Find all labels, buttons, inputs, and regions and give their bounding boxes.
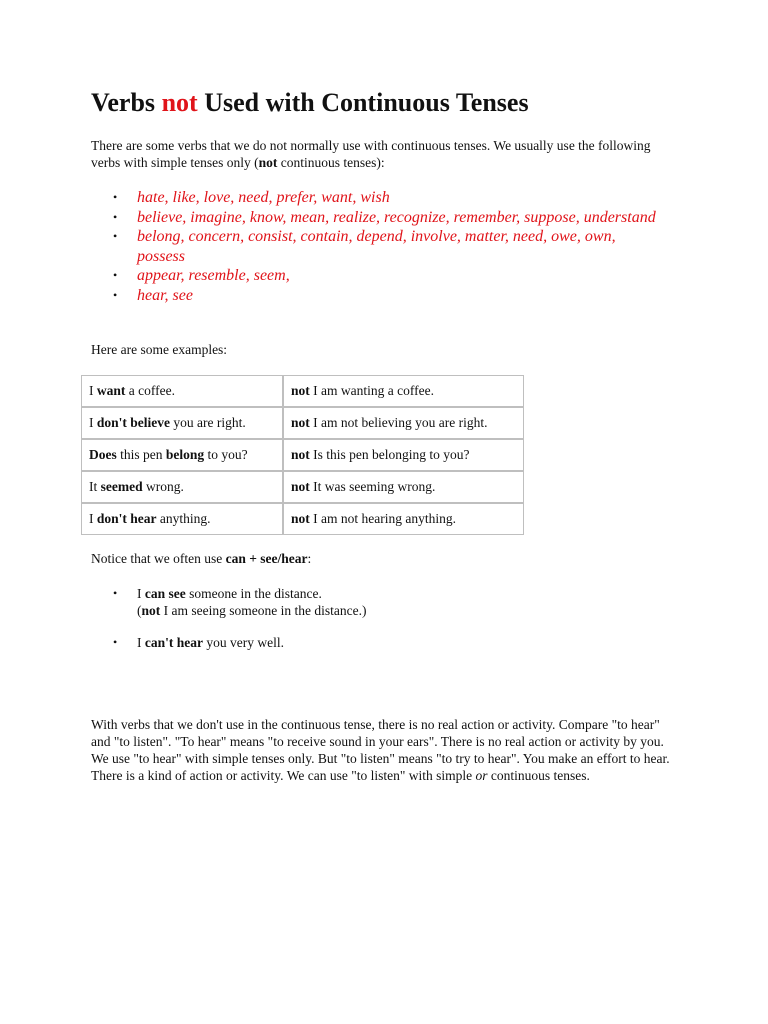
table-row: [81, 503, 524, 535]
table-row: [81, 375, 524, 407]
table-row: [81, 407, 524, 439]
correct-cell: I don't believe you are right.: [81, 407, 283, 439]
examples-intro: Here are some examples:: [91, 342, 228, 357]
table-row: [81, 471, 524, 503]
incorrect-cell: not I am wanting a coffee.: [283, 375, 524, 407]
incorrect-cell: not I am not believing you are right.: [283, 407, 524, 439]
final-paragraph: With verbs that we don't use in the continuous tense, there is no real action or activity. Compare "to hear" and "to listen". "To hear" means "to receive sound in your ears". There is no real action or activity by you. We use "to hear" with simple tenses only. But "to listen" means "to try to hear". You make an effort to hear. There is a kind of action or activity. We can use "to listen" with simple or continuous tenses.: [91, 717, 670, 783]
verb-list-item: • hear, see: [91, 286, 661, 306]
title-highlight: not: [161, 88, 198, 117]
correct-cell: Does this pen belong to you?: [81, 439, 283, 471]
verb-list-item: • hate, like, love, need, prefer, want, wish: [91, 188, 661, 208]
list-item: • I can see someone in the distance. (not I am seeing someone in the distance.): [91, 585, 366, 619]
table-row: [81, 439, 524, 471]
verb-list-item: • appear, resemble, seem,: [91, 266, 661, 286]
verb-list: [91, 188, 661, 305]
correct-cell: It seemed wrong.: [81, 471, 283, 503]
page-title: Verbs not Used with Continuous Tenses: [91, 88, 529, 117]
correct-cell: I want a coffee.: [81, 375, 283, 407]
verb-list-item: • belong, concern, consist, contain, depend, involve, matter, need, owe, own, possess: [91, 227, 661, 266]
notice-paragraph: Notice that we often use can + see/hear:: [91, 551, 312, 566]
incorrect-cell: not Is this pen belonging to you?: [283, 439, 524, 471]
list-item: • I can't hear you very well.: [91, 634, 366, 651]
intro-paragraph: There are some verbs that we do not normally use with continuous tenses. We usually use the following verbs with simple tenses only (not continuous tenses):: [91, 138, 651, 170]
correct-cell: I don't hear anything.: [81, 503, 283, 535]
incorrect-cell: not I am not hearing anything.: [283, 503, 524, 535]
verb-list-item: • believe, imagine, know, mean, realize, recognize, remember, suppose, understand: [91, 208, 661, 228]
examples-table: [81, 375, 524, 535]
can-examples-list: [91, 585, 366, 651]
incorrect-cell: not It was seeming wrong.: [283, 471, 524, 503]
